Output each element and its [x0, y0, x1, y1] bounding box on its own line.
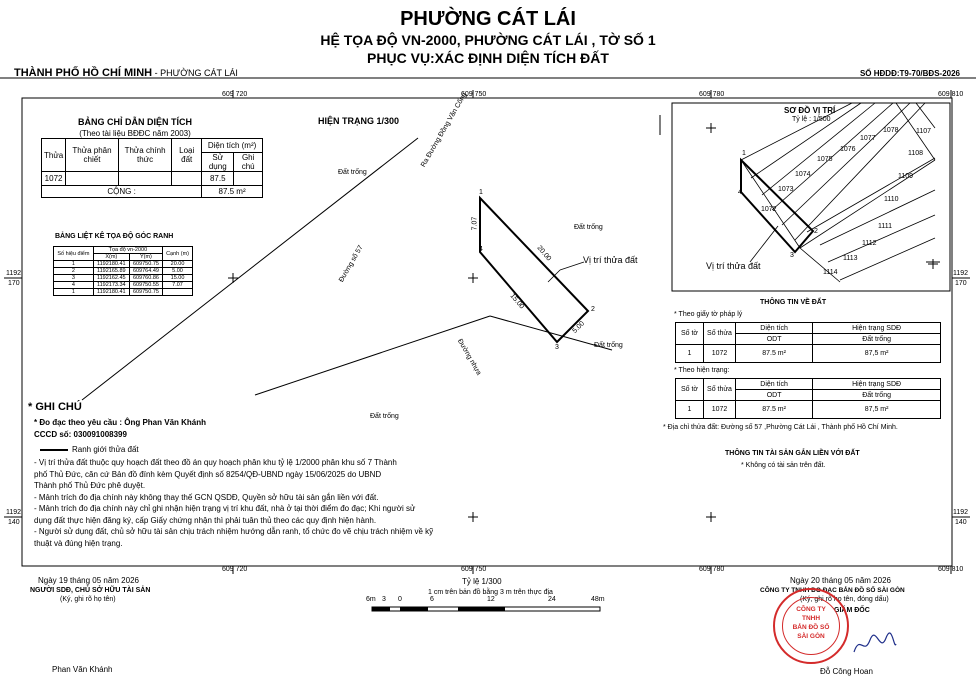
grid-left-lower-a: 1192 — [6, 509, 22, 516]
owner-name: Phan Văn Khánh — [52, 665, 113, 674]
legend-boundary-label: Ranh giới thửa đất — [72, 445, 139, 454]
locator-point-4: 4 — [738, 189, 742, 196]
current-status-label: * Theo hiện trạng: — [674, 367, 730, 374]
vacant-label-2: Đất trống — [574, 224, 603, 231]
notes-body: - Vị trí thửa đất thuộc quy hoạch đất theo đồ án quy hoạch phân khu tỷ lệ 1/2000 phân khu số 7 Thành phố Thủ Đức, căn cứ Bản đồ đính kèm Quyết định số 8254/QĐ-UBND ngày 15/06/2025 do UBND Thành phố Thủ Đức phê duyệt. - Mảnh trích đo địa chính này không thay thế GCN QSDĐ, Quyền sở hữu tài sản gắn liền với đất. - Mảnh trích đo địa chính này chỉ ghi nhận hiện trạng vị trí khu đất, nhà ở tại thời điểm đo đạc; Khi người sử dụng đất thực hiện đăng ký, cấp Giấy chứng nhận thì phải tuân thủ theo các quy định hiện hành. - Người sử dụng đất, chủ sở hữu tài sản chịu trách nhiệm hướng dẫn ranh, tổ chức đo vẽ chịu trách nhiệm về kỹ thuật và đúng hiện trạng. — [34, 458, 434, 548]
road-57-label: Đường số 57 — [338, 244, 365, 284]
locator-parcel-1078: 1078 — [883, 127, 899, 134]
scale-tick-3: 6 — [430, 596, 434, 603]
locator-parcel-1107: 1107 — [916, 128, 932, 135]
point-1-label: 1 — [479, 189, 483, 196]
locator-parcel-1114: 1114 — [823, 269, 838, 276]
assets-note: * Không có tài sản trên đất. — [741, 462, 826, 469]
owner-title: NGƯỜI SDĐ, CHỦ SỞ HỮU TÀI SẢN — [30, 587, 151, 594]
company-name: CÔNG TY TNHH ĐO ĐẠC BẢN ĐỒ SỐ SÀI GÒN — [760, 587, 905, 594]
edge-4-1-label: 7.07 — [471, 216, 479, 231]
locator-scale: Tỷ lệ : 1/500 — [792, 116, 831, 123]
scale-tick-0: 6m — [366, 596, 376, 603]
edge-3-4-label: 15.00 — [508, 292, 526, 311]
area-index-table: Thửa Thửa phân chiết Thửa chính thức Loại đất Diện tích (m²) Sử dụng Ghi chú 1072 87.5 CỘNG : 87.5 m² — [41, 138, 263, 198]
director-signature — [850, 630, 900, 660]
point-4-label: 4 — [479, 246, 483, 253]
locator-point-1: 1 — [742, 150, 746, 157]
locator-parcel-1076: 1076 — [840, 146, 856, 153]
scale-note: 1 cm trên bản đồ bằng 3 m trên thực địa — [428, 589, 553, 596]
land-current-table: Số tờ Số thửa Diện tích Hiện trạng SDĐ ODT Đất trống 1 1072 87.5 m² 87,5 m² — [675, 378, 941, 419]
page-title: PHƯỜNG CÁT LÁI — [400, 8, 576, 30]
locator-point-3: 3 — [790, 252, 794, 259]
vacant-label-3: Đất trống — [594, 342, 623, 349]
scale-tick-6: 48m — [591, 596, 605, 603]
locator-parcel-1112: 1112 — [862, 240, 877, 247]
corners-title: BẢNG LIỆT KÊ TỌA ĐỘ GÓC RANH — [55, 233, 174, 240]
grid-bottom-4: 609 810 — [938, 566, 964, 573]
scale-title: Tỷ lệ 1/300 — [462, 577, 502, 586]
corners-table: Số hiệu điểm Tọa độ vn-2000 Cạnh (m) X(m) Y(m) 1 1192180.41 609750.75 20.00 2 1192165.89 609764.49 5.00 3 1192162.45 609760.86 15.00 4 1192173.34 609750.55 7.07 1 1192180.41 609750.75 — [53, 246, 193, 296]
grid-top-2: 609 750 — [461, 91, 487, 98]
locator-parcel-1113: 1113 — [843, 255, 858, 262]
director-title: GIÁM ĐỐC — [834, 607, 870, 614]
legal-basis-label: * Theo giấy tờ pháp lý — [674, 311, 743, 318]
locator-location-label: Vị trí thửa đất — [706, 261, 761, 271]
scale-bar — [360, 603, 610, 617]
area-index-note: (Theo tài liệu BĐĐC năm 2003) — [79, 129, 191, 138]
grid-top-4: 609 810 — [938, 91, 964, 98]
land-legal-table: Số tờ Số thửa Diện tích Hiện trạng SDĐ ODT Đất trống 1 1072 87.5 m² 87,5 m² — [675, 322, 941, 363]
contract-number: SỐ HĐDĐ:T9-70/BĐS-2026 — [859, 69, 960, 78]
point-3-label: 3 — [555, 344, 559, 351]
citizen-id: CCCD số: 030091008399 — [34, 430, 127, 439]
parcel-location-label: Vị trí thửa đất — [583, 255, 638, 265]
land-info-title: THÔNG TIN VỀ ĐẤT — [760, 299, 827, 306]
date-right: Ngày 20 tháng 05 năm 2026 — [790, 576, 891, 585]
locator-point-2: 2 — [814, 228, 818, 235]
point-2-label: 2 — [591, 306, 595, 313]
locator-parcel-1108: 1108 — [908, 150, 924, 157]
company-seal: CÔNG TY TNHH BẢN ĐỒ SỐ SÀI GÒN — [773, 588, 849, 664]
grid-bottom-3: 609 780 — [699, 566, 725, 573]
grid-top-3: 609 780 — [699, 91, 725, 98]
grid-left-upper-b: 170 — [8, 280, 20, 287]
edge-2-3-label: 5.00 — [571, 320, 587, 335]
asphalt-road-label: Đường nhựa — [455, 338, 483, 377]
locator-parcel-1077: 1077 — [860, 135, 876, 142]
notes-title: * GHI CHÚ — [28, 401, 82, 413]
grid-left-upper-a: 1192 — [6, 270, 22, 277]
parcel-boundary — [480, 198, 588, 342]
grid-left-lower-b: 140 — [8, 519, 20, 526]
vacant-label-1: Đất trống — [338, 169, 367, 176]
director-name: Đỗ Công Hoan — [820, 667, 873, 676]
locator-parcel-1111: 1111 — [878, 223, 893, 230]
purpose-title: PHỤC VỤ:XÁC ĐỊNH DIỆN TÍCH ĐẤT — [367, 50, 609, 66]
grid-right-upper-b: 170 — [955, 280, 967, 287]
locator-parcel-1072: 1072 — [761, 206, 777, 213]
scale-tick-1: 3 — [382, 596, 386, 603]
area-index-title: BẢNG CHỈ DẪN DIỆN TÍCH — [78, 117, 192, 127]
coordinate-system-title: HỆ TỌA ĐỘ VN-2000, PHƯỜNG CÁT LÁI , TỜ SỐ 1 — [320, 32, 656, 48]
edge-1-2-label: 20.00 — [535, 244, 553, 263]
vacant-label-4: Đất trống — [370, 413, 399, 420]
grid-bottom-2: 609 750 — [461, 566, 487, 573]
road-top-label: Ra Đường Đồng Văn Cống — [420, 91, 469, 169]
owner-signature — [80, 628, 150, 660]
grid-right-lower-a: 1192 — [953, 509, 969, 516]
owner-note: (Ký, ghi rõ họ tên) — [60, 596, 116, 603]
parcel-address: * Địa chỉ thửa đất: Đường số 57 ,Phường Cát Lái , Thành phố Hồ Chí Minh. — [663, 424, 898, 431]
grid-top-1: 609 720 — [222, 91, 248, 98]
locator-parcel-1074: 1074 — [795, 171, 811, 178]
locator-title: SƠ ĐỒ VỊ TRÍ — [784, 106, 836, 115]
requester: * Đo đạc theo yêu cầu : Ông Phan Văn Khánh — [34, 418, 207, 427]
company-note: (Ký, ghi rõ họ tên, đóng dấu) — [800, 596, 889, 603]
grid-right-lower-b: 140 — [955, 519, 967, 526]
assets-title: THÔNG TIN TÀI SẢN GẮN LIỀN VỚI ĐẤT — [725, 450, 860, 457]
locator-parcel-1073: 1073 — [778, 186, 794, 193]
date-left: Ngày 19 tháng 05 năm 2026 — [38, 576, 139, 585]
grid-right-upper-a: 1192 — [953, 270, 969, 277]
map-title: HIỆN TRẠNG 1/300 — [318, 116, 400, 126]
locator-parcel-1109: 1109 — [898, 173, 914, 180]
scale-tick-5: 24 — [548, 596, 556, 603]
locator-parcel-1110: 1110 — [884, 196, 899, 203]
grid-bottom-1: 609 720 — [222, 566, 248, 573]
scale-tick-2: 0 — [398, 596, 402, 603]
locator-parcel-1075: 1075 — [817, 156, 833, 163]
city-line: THÀNH PHỐ HỒ CHÍ MINH - PHƯỜNG CÁT LÁI — [14, 67, 238, 79]
scale-tick-4: 12 — [487, 596, 495, 603]
